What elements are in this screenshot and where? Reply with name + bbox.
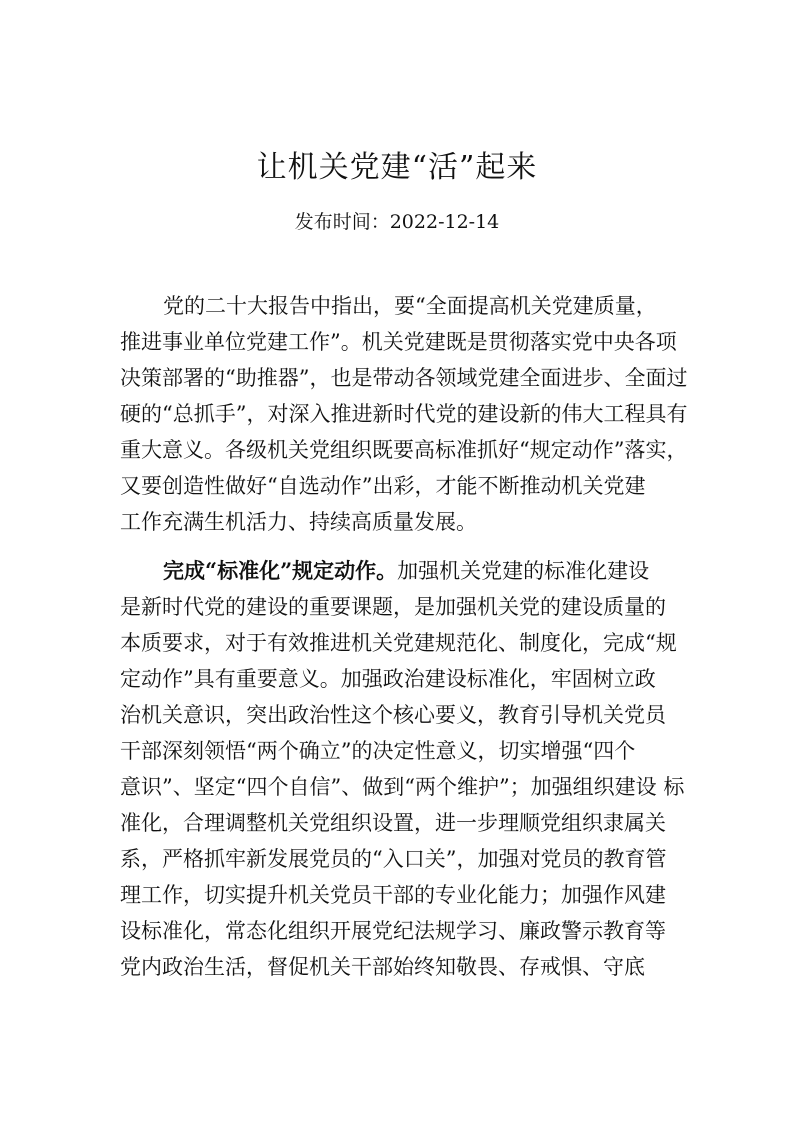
- paragraph-2-line-1-text: 加强机关党建的标准化建设: [397, 559, 650, 583]
- paragraph-1-line-1: 党的二十大报告中指出，要“全面提高机关党建质量，: [163, 294, 657, 318]
- publish-date: 发布时间：2022-12-14: [294, 211, 500, 233]
- paragraph-1-line-7: 工作充满生机活力、持续高质量发展。: [120, 510, 477, 534]
- paragraph-2-line-6: 干部深刻领悟“两个确立”的决定性意义，切实增强“四个: [120, 739, 636, 763]
- paragraph-1-line-4: 硬的“总抓手”，对深入推进新时代党的建设新的伟大工程具有: [120, 402, 688, 426]
- paragraph-2-line-9: 系，严格抓牢新发展党员的“入口关”，加强对党员的教育管: [120, 847, 667, 871]
- paragraph-2-line-7: 意识”、坚定“四个自信”、做到“两个维护”；加强组织建设 标: [120, 775, 685, 799]
- paragraph-2-line-1: [163, 557, 690, 585]
- paragraph-2-line-5: 治机关意识，突出政治性这个核心要义，教育引导机关党员: [120, 703, 666, 727]
- paragraph-1-line-2: 推进事业单位党建工作”。机关党建既是贯彻落实党中央各项: [120, 330, 677, 354]
- document-title: 让机关党建“活”起来: [256, 150, 538, 185]
- paragraph-2-line-10: 理工作，切实提升机关党员干部的专业化能力；加强作风建: [120, 883, 666, 907]
- paragraph-2-line-11: 设标准化，常态化组织开展党纪法规学习、廉政警示教育等: [120, 919, 666, 943]
- paragraph-2-line-12: 党内政治生活，督促机关干部始终知敬畏、存戒惧、守底: [120, 955, 645, 979]
- paragraph-1-line-5: 重大意义。各级机关党组织既要高标准抓好“规定动作”落实，: [120, 438, 688, 462]
- paragraph-1-line-3: 决策部署的“助推器”，也是带动各领域党建全面进步、全面过: [120, 366, 688, 390]
- paragraph-2-lead: 完成“标准化”规定动作。: [163, 558, 398, 583]
- paragraph-2-line-2: 是新时代党的建设的重要课题，是加强机关党的建设质量的: [120, 595, 666, 619]
- paragraph-1-line-6: 又要创造性做好“自选动作”出彩，才能不断推动机关党建: [120, 474, 646, 498]
- paragraph-2-line-4: 定动作”具有重要意义。加强政治建设标准化，牢固树立政: [120, 667, 656, 691]
- paragraph-2-line-3: 本质要求，对于有效推进机关党建规范化、制度化，完成“规: [120, 631, 677, 655]
- paragraph-2-line-8: 准化，合理调整机关党组织设置，进一步理顺党组织隶属关: [120, 811, 666, 835]
